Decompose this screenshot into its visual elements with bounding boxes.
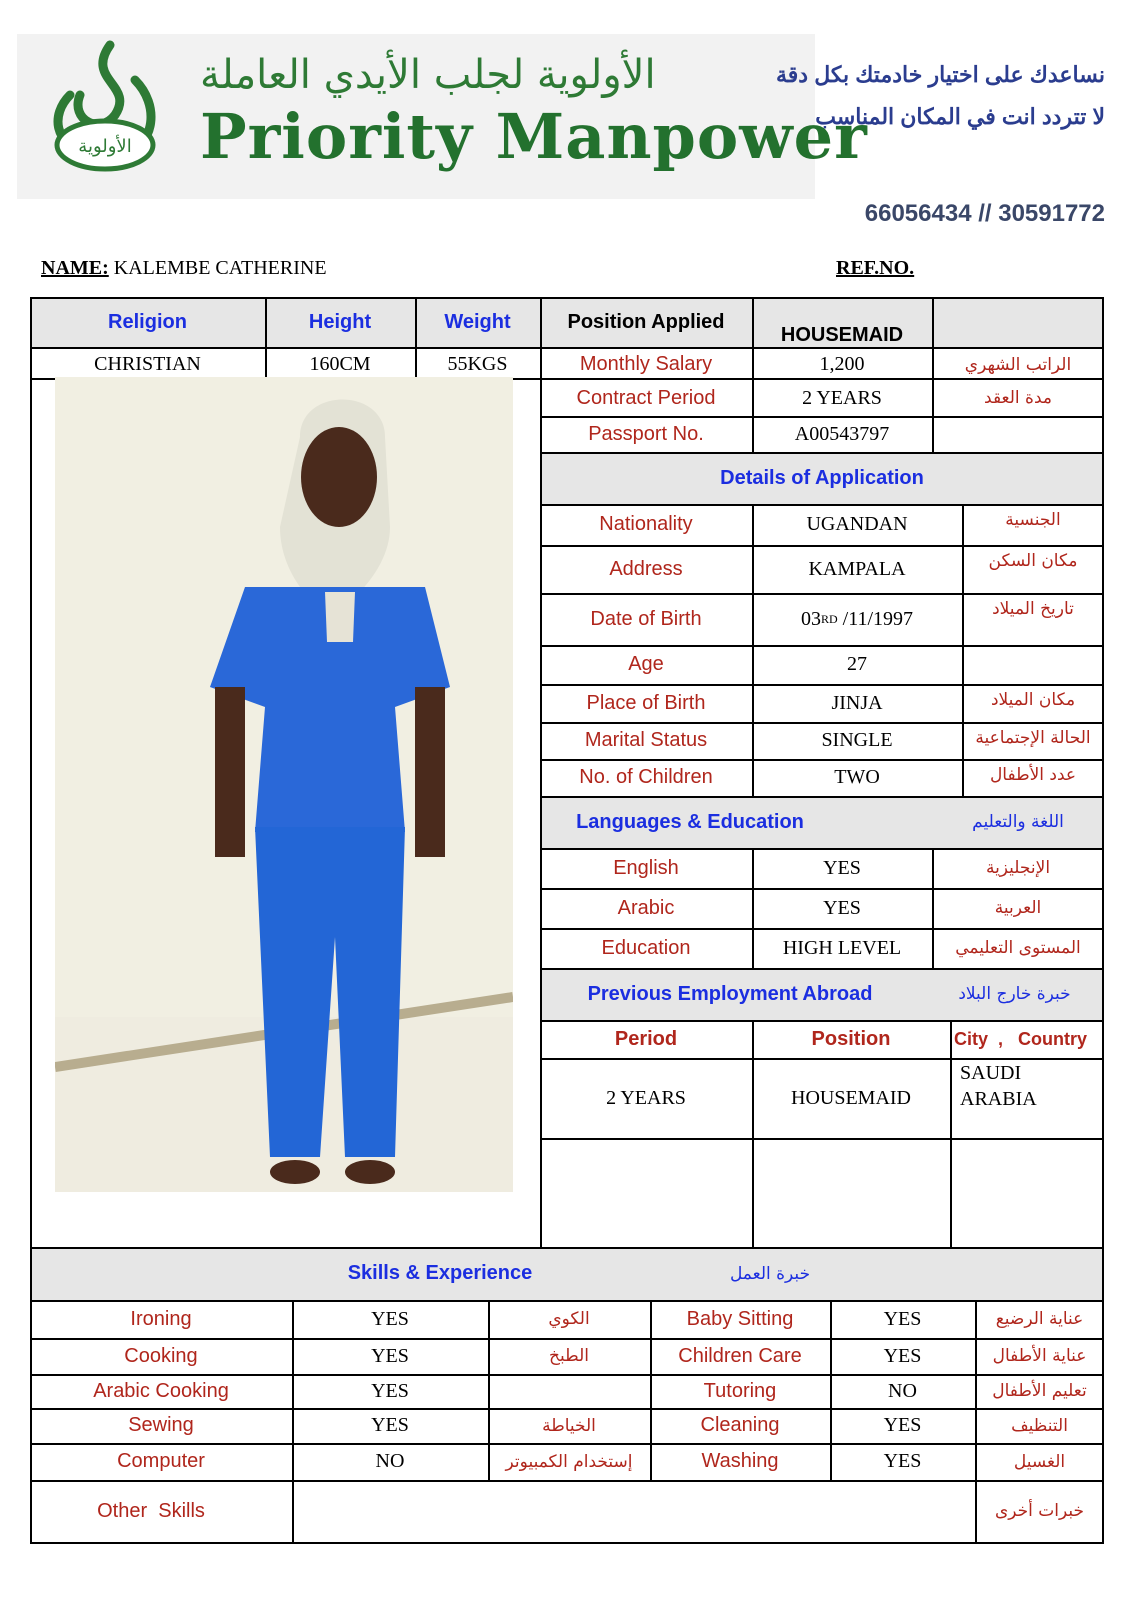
skill-label: Tutoring <box>703 1379 777 1402</box>
employment-period: 2 YEARS <box>606 1086 686 1109</box>
skill-value: NO <box>888 1379 917 1402</box>
grid-line <box>752 1020 754 1247</box>
grid-line <box>30 1374 1104 1376</box>
skill-value: YES <box>371 1414 409 1436</box>
detail-value: TWO <box>834 766 880 788</box>
grid-line <box>30 1338 1104 1340</box>
skill-value: YES <box>883 1450 922 1472</box>
employment-header-period: Period <box>614 1027 678 1050</box>
grid-line <box>540 545 1104 547</box>
skill-label: Computer <box>117 1450 205 1472</box>
tagline-1: نساعدك على اختيار خادمتك بكل دقة <box>776 62 1105 87</box>
skill-arabic: التنظيف <box>1011 1415 1068 1436</box>
grid-line <box>265 297 267 380</box>
logo-arabic-text: الأولوية لجلب الأيدي العاملة <box>200 52 656 98</box>
detail-arabic: مكان السكن <box>988 551 1078 571</box>
skill-arabic: عناية الرضيع <box>995 1309 1084 1329</box>
grid-line <box>975 1300 977 1480</box>
language-arabic: المستوى التعليمي <box>955 938 1081 958</box>
detail-label: Place of Birth <box>586 691 706 714</box>
grid-line <box>540 416 1104 418</box>
dob-suffix: RD <box>820 611 838 626</box>
phone-numbers: 66056434 // 30591772 <box>864 200 1105 227</box>
employment-position: HOUSEMAID <box>791 1086 911 1109</box>
detail-label: No. of Children <box>579 766 713 788</box>
logo-badge-text: الأولوية <box>78 136 132 157</box>
header-position-applied: Position Applied <box>567 310 725 333</box>
grid-line <box>415 297 417 380</box>
detail-value: 27 <box>847 653 867 675</box>
languages-title: Languages & Education <box>576 810 804 833</box>
logo-english-text: Priority Manpower <box>200 100 868 173</box>
skill-arabic: الخياطة <box>542 1415 596 1436</box>
grid-line <box>30 1443 1104 1445</box>
detail-arabic: مكان الميلاد <box>990 690 1076 710</box>
detail-arabic: الجنسية <box>1005 510 1061 530</box>
language-arabic: العربية <box>994 898 1042 918</box>
detail-label: Nationality <box>599 513 693 535</box>
grid-line <box>830 1300 832 1480</box>
grid-line <box>292 1480 294 1544</box>
other-skills-label: Other Skills <box>97 1499 205 1522</box>
contract-value: 2 YEARS <box>802 386 882 409</box>
grid-line <box>30 297 1104 299</box>
language-value: YES <box>823 896 861 919</box>
header-religion: Religion <box>108 310 187 333</box>
grid-line <box>540 593 1104 595</box>
detail-arabic: تاريخ الميلاد <box>992 599 1074 619</box>
height-value: 160CM <box>309 352 371 375</box>
grid-line <box>30 1480 1104 1482</box>
header-height: Height <box>308 310 372 333</box>
grid-line <box>30 347 1104 349</box>
contract-arabic: الراتب الشهري <box>964 354 1072 375</box>
contract-arabic: مدة العقد <box>984 388 1052 408</box>
skill-label: Baby Sitting <box>686 1307 794 1330</box>
skills-title-ar: خبرة العمل <box>729 1263 811 1284</box>
grid-line <box>540 297 542 1247</box>
date-of-birth-value <box>752 593 962 645</box>
grid-line <box>540 1058 1104 1060</box>
skill-value: YES <box>371 1379 409 1402</box>
employment-city-country: SAUDI ARABIA <box>960 1062 1037 1110</box>
detail-value: KAMPALA <box>808 557 906 580</box>
detail-arabic: عدد الأطفال <box>989 765 1077 785</box>
dob-day: 03 <box>800 607 821 630</box>
position-applied-value: HOUSEMAID <box>780 323 904 346</box>
skill-arabic: إستخدام الكمبيوتر <box>505 1451 633 1472</box>
grid-line <box>950 1020 952 1247</box>
grid-line <box>540 504 1104 506</box>
detail-value: UGANDAN <box>806 513 908 535</box>
skill-label: Arabic Cooking <box>93 1379 229 1402</box>
dob-rest: /11/1997 <box>837 607 914 630</box>
skills-title: Skills & Experience <box>347 1262 533 1284</box>
skill-label: Cleaning <box>700 1414 780 1436</box>
grid-line <box>752 504 754 796</box>
skill-arabic: الغسيل <box>1013 1451 1066 1472</box>
ref-no-label: REF.NO. <box>836 257 915 279</box>
grid-line <box>932 297 934 452</box>
employment-title: Previous Employment Abroad <box>587 982 873 1005</box>
grid-line <box>488 1300 490 1480</box>
language-label: Education <box>601 936 691 959</box>
grid-line <box>752 297 754 452</box>
contract-label: Contract Period <box>576 386 716 409</box>
skill-label: Sewing <box>128 1414 194 1436</box>
skill-value: YES <box>371 1344 409 1367</box>
language-label: English <box>613 856 679 879</box>
grid-line <box>30 1542 1104 1544</box>
details-title: Details of Application <box>720 466 924 489</box>
detail-value: JINJA <box>831 691 883 714</box>
grid-line <box>975 1480 977 1544</box>
contract-arabic <box>932 416 1104 452</box>
grid-line <box>540 1138 1104 1140</box>
name-value: KALEMBE CATHERINE <box>113 257 327 279</box>
grid-line <box>540 888 1104 890</box>
skill-label: Washing <box>701 1450 779 1472</box>
grid-line <box>540 645 1104 647</box>
grid-line <box>540 722 1104 724</box>
skill-value: YES <box>883 1307 922 1330</box>
skill-label: Ironing <box>130 1307 192 1330</box>
candidate-photo <box>55 377 513 1192</box>
skill-value: YES <box>883 1344 922 1367</box>
employment-header-city-country: City , Country <box>954 1028 1088 1049</box>
detail-label: Age <box>628 653 664 675</box>
name-label: NAME: <box>41 257 109 279</box>
grid-line <box>30 1300 1104 1302</box>
grid-line <box>962 504 964 796</box>
skill-label: Children Care <box>678 1344 802 1367</box>
skill-arabic: تعليم الأطفال <box>992 1381 1087 1401</box>
employment-title-ar: خبرة خارج البلاد <box>958 984 1071 1004</box>
weight-value: 55KGS <box>447 352 508 375</box>
contract-value: 1,200 <box>819 353 865 375</box>
skill-label: Cooking <box>124 1344 198 1367</box>
grid-line <box>30 297 32 1544</box>
grid-line <box>540 968 1104 970</box>
candidate-name <box>41 257 327 280</box>
skill-value: YES <box>371 1307 409 1330</box>
tagline-2: لا تتردد انت في المكان المناسب <box>815 104 1105 129</box>
grid-line <box>540 684 1104 686</box>
language-label: Arabic <box>617 896 675 919</box>
grid-line <box>540 759 1104 761</box>
grid-line <box>752 848 754 968</box>
skill-arabic <box>488 1374 650 1408</box>
grid-line <box>650 1300 652 1480</box>
grid-line <box>1102 297 1104 1544</box>
other-skills-arabic: خبرات أخرى <box>994 1501 1085 1521</box>
language-arabic: الإنجليزية <box>985 858 1051 878</box>
grid-line <box>30 1408 1104 1410</box>
grid-line <box>540 452 1104 454</box>
grid-line <box>932 848 934 968</box>
detail-label: Date of Birth <box>590 607 702 630</box>
company-logo-icon <box>40 40 170 175</box>
skill-value: YES <box>883 1414 922 1436</box>
grid-line <box>540 796 1104 798</box>
language-value: YES <box>823 856 861 879</box>
grid-line <box>30 1247 1104 1249</box>
employment-header-position: Position <box>811 1027 891 1050</box>
grid-line <box>540 848 1104 850</box>
detail-label: Address <box>609 557 683 580</box>
skill-arabic: الطبخ <box>549 1346 589 1366</box>
languages-title-ar: اللغة والتعليم <box>972 812 1064 832</box>
contract-label: Monthly Salary <box>579 353 713 375</box>
detail-label: Marital Status <box>584 729 708 751</box>
grid-line <box>540 928 1104 930</box>
detail-value: SINGLE <box>821 729 893 751</box>
grid-line <box>540 1020 1104 1022</box>
skill-value: NO <box>375 1450 405 1472</box>
language-value: HIGH LEVEL <box>782 936 902 959</box>
detail-arabic <box>962 645 1104 684</box>
detail-arabic: الحالة الإجتماعية <box>975 728 1091 748</box>
header-weight: Weight <box>444 310 511 333</box>
contract-label: Passport No. <box>588 422 704 445</box>
contract-value: A00543797 <box>794 422 890 445</box>
skill-arabic: عناية الأطفال <box>992 1346 1087 1366</box>
religion-value: CHRISTIAN <box>94 352 201 375</box>
skill-arabic: الكوي <box>548 1309 590 1329</box>
grid-line <box>292 1300 294 1480</box>
